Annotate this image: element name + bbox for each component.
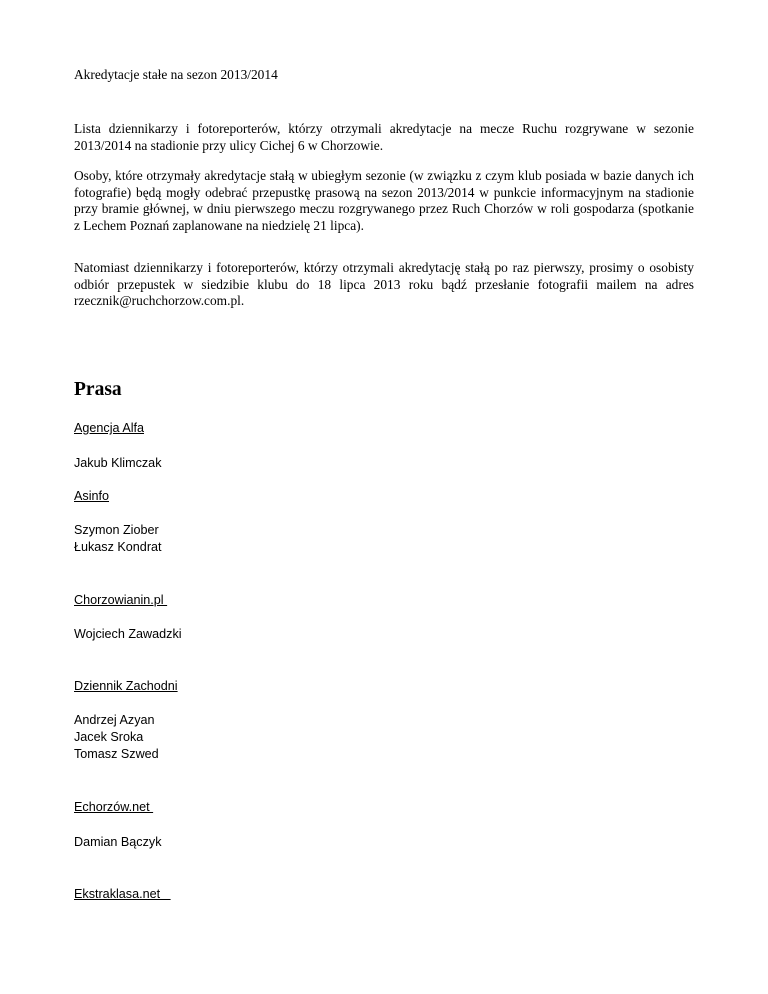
organization-people [74,522,162,556]
organization-name: Echorzów.net [74,800,154,814]
document-title: Akredytacje stałe na sezon 2013/2014 [74,67,278,82]
organization-people [74,626,182,643]
organization-people [74,712,159,763]
organization-name: Agencja Alfa [74,421,145,435]
organization-people [74,455,162,472]
returning-accreditation-paragraph: Osoby, które otrzymały akredytacje stałą w ubiegłym sezonie (w związku z czym klub posiada w bazie danych ich fotografie) będą mogły odebrać przepustkę prasową na sezon 2013/2014 w punkcie informacyjnym na stadionie przy bramie głównej, w dniu pierwszego meczu rozgrywanego przez Ruch Chorzów w roli gospodarza (spotkanie z Lechem Poznań zaplanowane na niedzielę 21 lipca). [74,168,694,233]
person-name: Łukasz Kondrat [74,540,162,554]
person-name: Damian Bączyk [74,835,162,849]
person-name: Wojciech Zawadzki [74,627,182,641]
organization-people [74,834,162,851]
intro-paragraph: Lista dziennikarzy i fotoreporterów, którzy otrzymali akredytacje na mecze Ruchu rozgrywane w sezonie 2013/2014 na stadionie przy ulicy Cichej 6 w Chorzowie. [74,121,694,153]
person-name: Jacek Sroka [74,730,144,744]
organization-name: Ekstraklasa.net [74,887,171,901]
person-name: Andrzej Azyan [74,713,155,727]
person-name: Tomasz Szwed [74,747,159,761]
organization-name: Asinfo [74,489,110,503]
section-heading-prasa: Prasa [74,379,122,400]
person-name: Jakub Klimczak [74,456,162,470]
new-accreditation-paragraph: Natomiast dziennikarzy i fotoreporterów, którzy otrzymali akredytację stałą po raz pierwszy, prosimy o osobisty odbiór przepustek w siedzibie klubu do 18 lipca 2013 roku bądź przesłanie fotografii mailem na adres rzecznik@ruchchorzow.com.pl. [74,260,694,308]
person-name: Szymon Ziober [74,523,159,537]
organization-name: Dziennik Zachodni [74,679,178,693]
organization-name: Chorzowianin.pl [74,593,168,607]
